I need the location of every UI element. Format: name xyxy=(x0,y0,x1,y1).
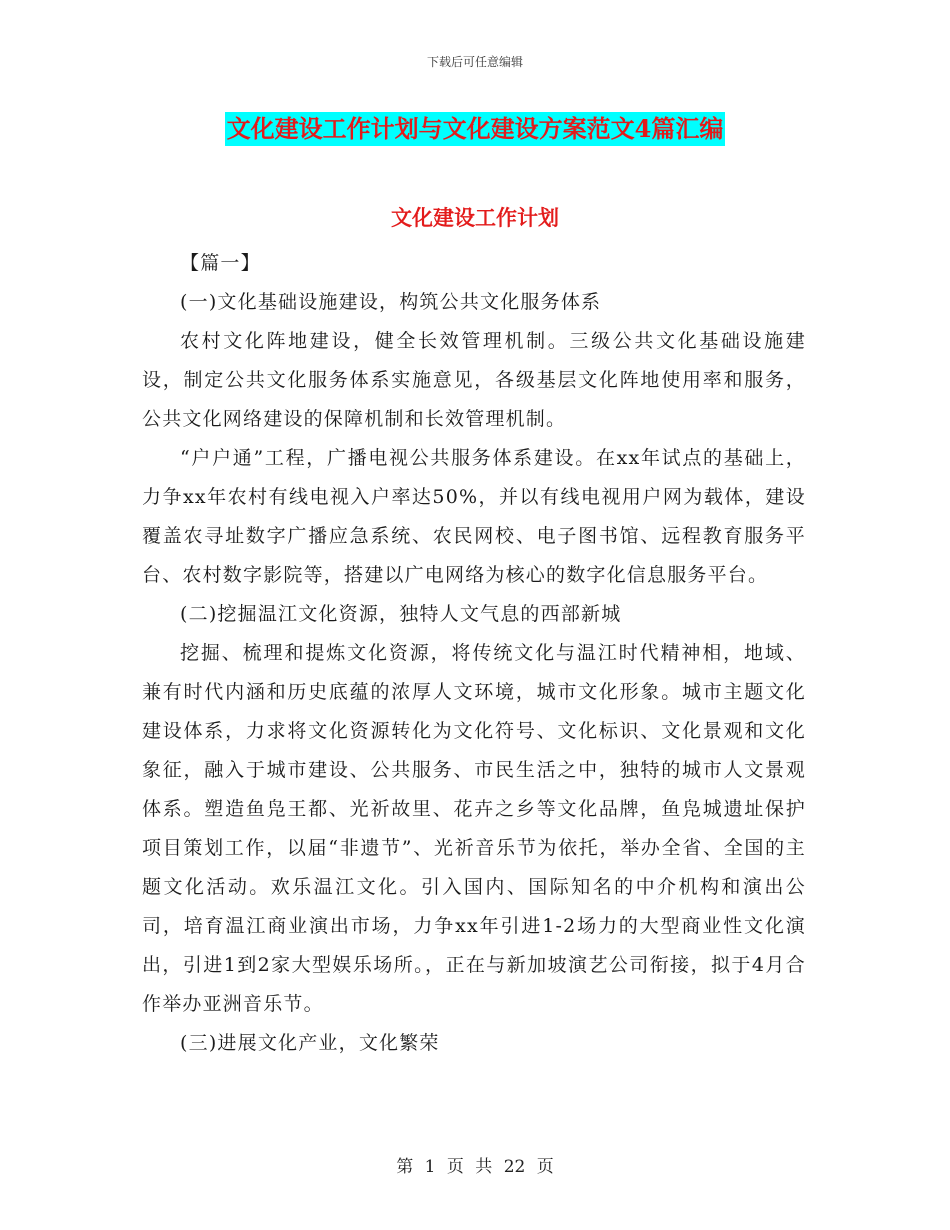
page-header-note: 下载后可任意编辑 xyxy=(426,55,523,69)
section-title: 文化建设工作计划 xyxy=(391,205,559,230)
subheading-2: (二)挖掘温江文化资源，独特人文气息的西部新城 xyxy=(180,603,622,625)
document-title: 文化建设工作计划与文化建设方案范文4篇汇编 xyxy=(225,112,726,146)
paragraph: 挖掘、梳理和提炼文化资源，将传统文化与温江时代精神相，地域、兼有时代内涵和历史底蕴的浓厚人文环境，城市文化形象。城市主题文化建设体系，力求将文化资源转化为文化符号、文化标识、文化景观和文化象征，融入于城市建设、公共服务、市民生活之中，独特的城市人文景观体系。塑造鱼凫王都、光祈故里、花卉之乡等文化品牌，鱼凫城遗址保护项目策划工作，以届“非遗节”、光祈音乐节为依托，举办全省、全国的主题文化活动。欢乐温江文化。引入国内、国际知名的中介机构和演出公司，培育温江商业演出市场，力争xx年引进1-2场力的大型商业性文化演出，引进1到2家大型娱乐场所。，正在与新加坡演艺公司衔接，拟于4月合作举办亚洲音乐节。 xyxy=(142,642,806,1015)
paragraph: “户户通”工程，广播电视公共服务体系建设。在xx年试点的基础上，力争xx年农村有线电视入户率达50%，并以有线电视用户网为载体，建设覆盖农寻址数字广播应急系统、农民网校、电子图书馆、远程教育服务平台、农村数字影院等，搭建以广电网络为核心的数字化信息服务平台。 xyxy=(142,447,806,586)
chapter-label: 【篇一】 xyxy=(180,252,261,274)
document-title-container xyxy=(0,112,950,146)
page-number-footer: 第 1 页 共 22 页 xyxy=(396,1157,554,1177)
paragraph: 农村文化阵地建设，健全长效管理机制。三级公共文化基础设施建设，制定公共文化服务体系实施意见，各级基层文化阵地使用率和服务，公共文化网络建设的保障机制和长效管理机制。 xyxy=(142,330,806,430)
document-body xyxy=(142,244,806,1063)
subheading-3: (三)进展文化产业，文化繁荣 xyxy=(180,1032,440,1054)
subheading-1: (一)文化基础设施建设，构筑公共文化服务体系 xyxy=(180,291,602,313)
